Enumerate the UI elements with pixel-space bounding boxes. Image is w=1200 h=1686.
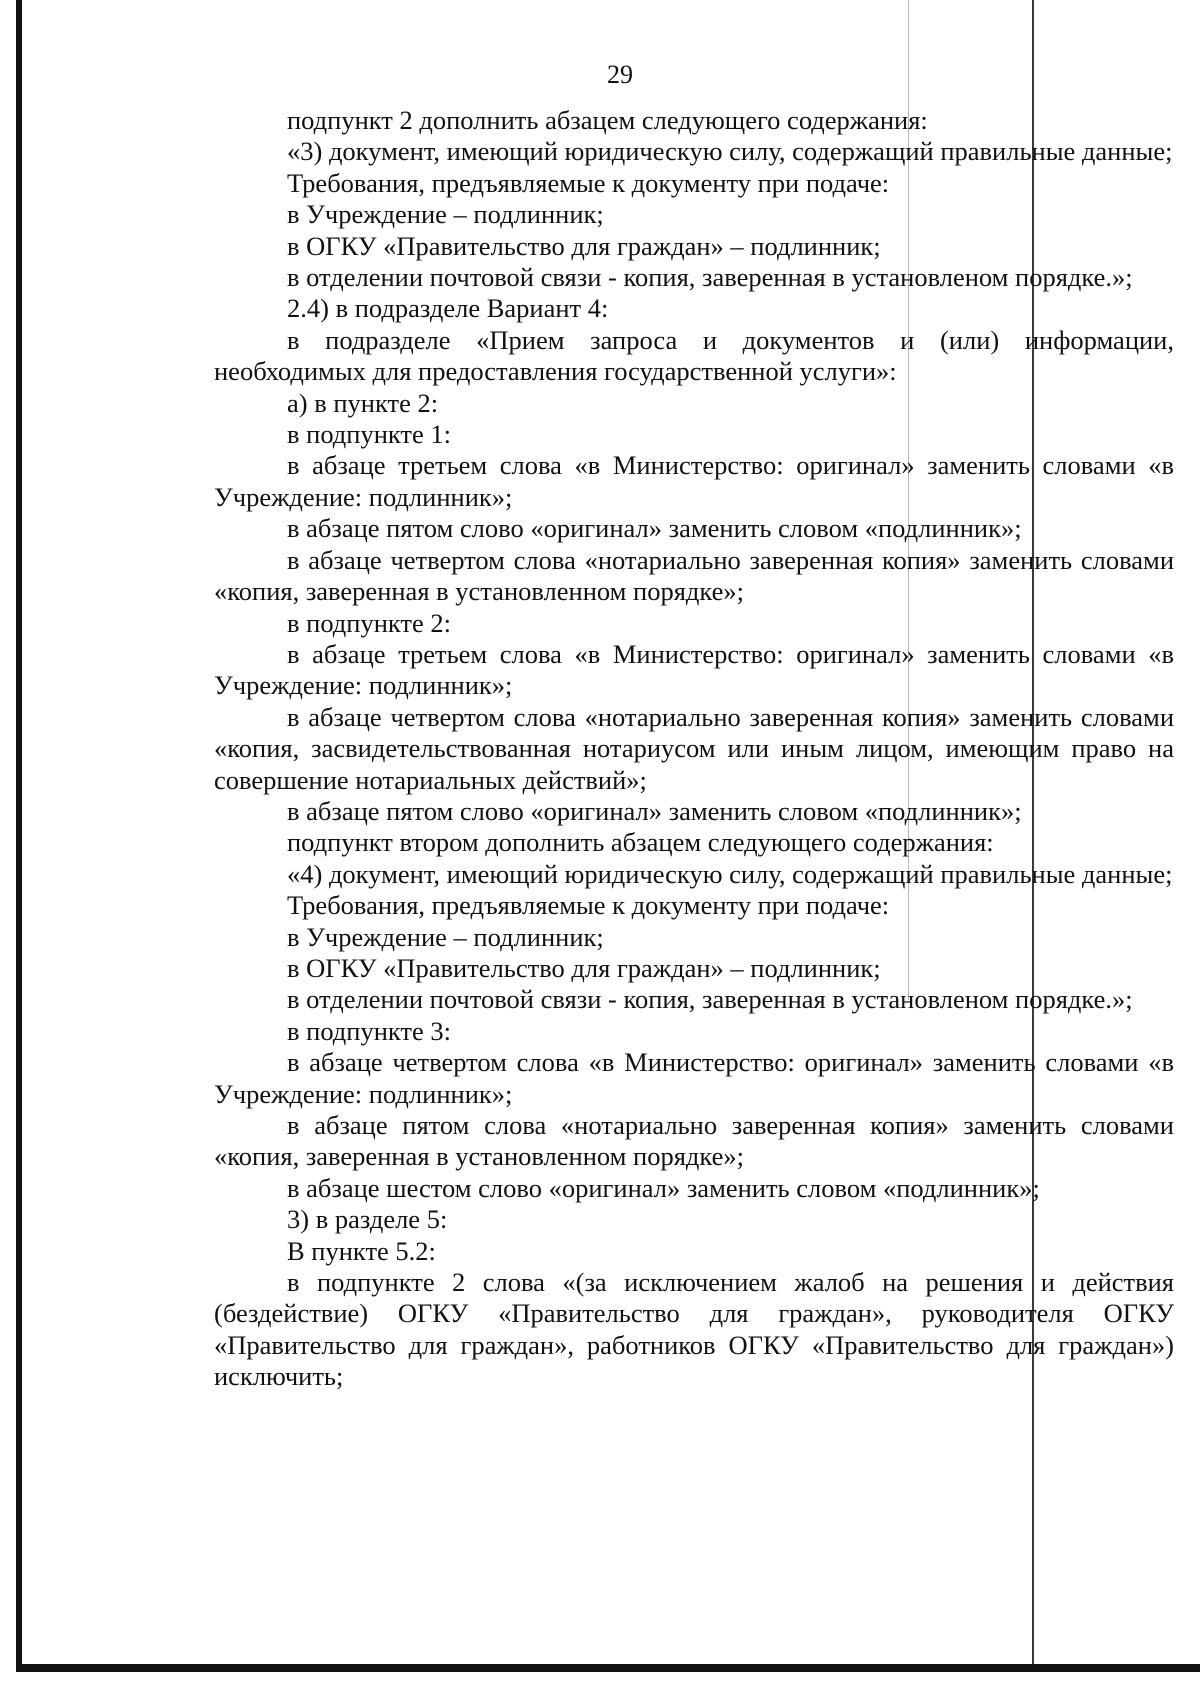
paragraph: 2.4) в подразделе Вариант 4:: [287, 293, 609, 324]
paragraph: «3) документ, имеющий юридическую силу, содержащий правильные данные;: [287, 136, 1173, 167]
paragraph: в абзаце четвертом слова «в Министерство: оригинал» заменить словами «в Учреждение: подлинник»;: [214, 1047, 1174, 1109]
paragraph: в абзаце четвертом слова «нотариально заверенная копия» заменить словами «копия, заверенная в установленном порядке»;: [214, 544, 1174, 607]
paragraph: в абзаце четвертом слова «нотариально заверенная копия» заменить словами «копия, засвидетельствованная нотариусом или иным лицом, имеющим право на совершение нотариальных действий»;: [214, 701, 1174, 795]
paragraph: в абзаце третьем слова «в Министерство: оригинал» заменить словами «в Учреждение: подлинник»;: [214, 450, 1174, 512]
paragraph: Требования, предъявляемые к документу при подаче:: [287, 890, 890, 921]
page-number: 29: [607, 60, 633, 89]
paragraph: в подпункте 1:: [287, 419, 452, 450]
scan-border-bottom: [16, 1664, 1200, 1672]
paragraph: подпункт 2 дополнить абзацем следующего содержания:: [287, 105, 928, 135]
paragraph: в ОГКУ «Правительство для граждан» – подлинник;: [287, 952, 881, 983]
paragraph: в абзаце пятом слово «оригинал» заменить словом «подлинник»;: [287, 795, 1022, 826]
document-body: [214, 105, 1174, 1393]
paragraph: в абзаце третьем слова «в Министерство: оригинал» заменить словами «в Учреждение: подлинник»;: [214, 638, 1174, 701]
paragraph: 3) в разделе 5:: [287, 1204, 448, 1235]
paragraph: в Учреждение – подлинник;: [287, 921, 604, 952]
paragraph: в отделении почтовой связи - копия, заверенная в установленом порядке.»;: [287, 984, 1133, 1015]
paragraph: в подпункте 3:: [287, 1015, 452, 1046]
paragraph: Требования, предъявляемые к документу при подаче:: [287, 167, 890, 198]
paragraph: В пункте 5.2:: [287, 1235, 436, 1266]
paragraph: в подразделе «Прием запроса и документов и (или) информации, необходимых для предоставления государственной услуги»:: [214, 324, 1174, 387]
paragraph: в Учреждение – подлинник;: [287, 199, 604, 230]
paragraph: в подпункте 2:: [287, 607, 452, 638]
scan-border-left: [16, 0, 22, 1668]
paragraph: в ОГКУ «Правительство для граждан» – подлинник;: [287, 230, 881, 261]
paragraph: в подпункте 2 слова «(за исключением жалоб на решения и действия (бездействие) ОГКУ «Правительство для граждан», руководителя ОГКУ «Правительство для граждан», работников ОГКУ «Правительство для граждан») исключить;: [214, 1267, 1174, 1392]
paragraph: в отделении почтовой связи - копия, заверенная в установленом порядке.»;: [287, 262, 1133, 293]
paragraph: подпункт втором дополнить абзацем следующего содержания:: [287, 827, 994, 858]
paragraph: в абзаце пятом слово «оригинал» заменить словом «подлинник»;: [287, 513, 1022, 544]
paragraph: «4) документ, имеющий юридическую силу, содержащий правильные данные;: [287, 858, 1173, 889]
paragraph: а) в пункте 2:: [287, 387, 439, 418]
paragraph: в абзаце шестом слово «оригинал» заменить словом «подлинник»;: [287, 1172, 1040, 1203]
paragraph: в абзаце пятом слова «нотариально заверенная копия» заменить словами «копия, заверенная в установленном порядке»;: [214, 1110, 1174, 1172]
